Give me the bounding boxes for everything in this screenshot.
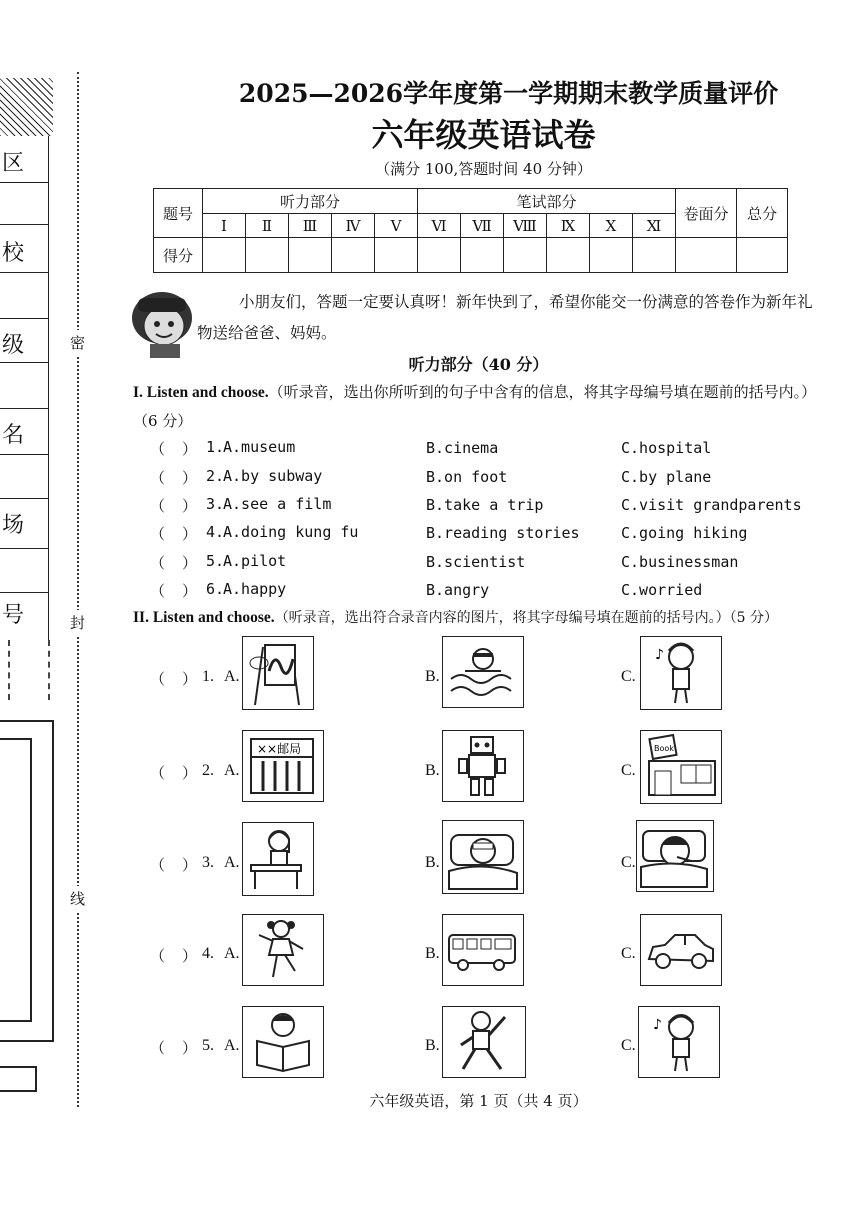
answer-paren-close: ） [182,947,198,965]
option-a-label: A. [224,945,240,962]
score-col-8: Ⅷ [504,214,547,238]
option-b: B.scientist [426,553,526,571]
binding-small-box [0,1066,37,1092]
answer-paren-open: （ [150,554,166,572]
score-table-question-label: 题号 [154,189,203,238]
girl-mascot-icon [128,290,198,358]
score-col-4: Ⅳ [332,214,375,238]
option-c-label: C. [621,668,636,685]
option-a: A.museum [223,438,296,456]
exam-title: 六年级英语试卷 [371,116,596,154]
score-col-5: Ⅴ [375,214,418,238]
item-number: 5. [202,1037,214,1054]
score-table-writing-label: 笔试部分 [418,189,676,214]
option-c-label: C. [621,945,636,962]
seal-dotted-line [77,72,79,1107]
listening-section-title: 听力部分（40 分） [408,355,549,374]
option-b-label: B. [425,945,440,962]
option-c: C.going hiking [621,524,748,542]
robot-icon[interactable] [442,730,524,802]
score-cell[interactable] [289,238,332,273]
score-col-11: Ⅺ [633,214,676,238]
strip-char-district: 区 [2,151,25,176]
item-number: 4. [206,523,225,541]
option-c-label: C. [621,1037,636,1054]
option-c: C.visit grandparents [621,496,802,514]
item-number: 1. [206,438,225,456]
boy-thermometer-icon[interactable] [636,820,714,892]
girl-dancing-icon[interactable] [242,914,324,986]
option-c: C.hospital [621,439,712,457]
option-b-label: B. [425,854,440,871]
score-table [153,188,788,273]
bookstore-icon[interactable] [640,730,722,804]
answer-paren-close: ） [182,856,198,874]
sick-in-bed-icon[interactable] [442,820,524,894]
option-b: B.cinema [426,439,499,457]
score-table-neatness-label: 卷面分 [676,189,737,238]
item-number: 4. [202,945,214,962]
strip-char-name: 名 [2,423,25,448]
part1-heading [133,378,823,435]
strip-char-class: 级 [2,333,25,358]
score-cell[interactable] [375,238,418,273]
answer-paren-close: ） [182,469,198,487]
score-cell[interactable] [418,238,461,273]
answer-paren-open: （ [150,582,166,600]
score-col-1: Ⅰ [203,214,246,238]
score-cell[interactable] [246,238,289,273]
singing-boy-icon[interactable] [640,636,722,710]
score-col-7: Ⅶ [461,214,504,238]
part2-heading [133,604,823,632]
option-b-label: B. [425,762,440,779]
answer-paren-open: （ [150,670,166,688]
option-b-label: B. [425,668,440,685]
option-a-label: A. [224,854,240,871]
strip-char-exam-room: 场 [2,513,25,538]
post-office-sign: ××邮局 [257,742,302,756]
exam-title-line1: 2025—2026学年度第一学期期末教学质量评价 [238,79,779,108]
answer-paren-open: （ [150,947,166,965]
painting-easel-icon[interactable] [242,636,314,710]
seal-frame-inner [0,738,32,1022]
score-cell[interactable] [590,238,633,273]
page-footer: 六年级英语，第 1 页（共 4 页） [369,1092,588,1110]
answer-paren-open: （ [150,764,166,782]
answer-paren-open: （ [150,525,166,543]
option-b: B.take a trip [426,496,544,514]
intro-text: 小朋友们，答题一定要认真呀！新年快到了，希望你能交一份满意的答卷作为新年礼物送给爸爸、妈妈。 [197,293,813,342]
seal-char-mi: 密 [70,330,85,355]
score-table-score-label: 得分 [154,238,203,273]
score-cell[interactable] [332,238,375,273]
part2-heading-en: II. Listen and choose. [133,609,275,626]
option-b: B.on foot [426,468,508,486]
score-table-listening-label: 听力部分 [203,189,418,214]
strip-char-school: 校 [2,241,25,266]
option-c: C.businessman [621,553,739,571]
svg-text:♪: ♪ [653,1017,662,1033]
singing-boy-icon[interactable] [638,1006,720,1078]
answer-paren-open: （ [150,856,166,874]
score-col-10: Ⅹ [590,214,633,238]
option-a-label: A. [224,668,240,685]
score-col-9: Ⅸ [547,214,590,238]
option-a: A.see a film [223,495,332,513]
strip-char-number: 号 [2,603,25,628]
score-cell[interactable] [547,238,590,273]
option-a-label: A. [224,762,240,779]
boy-reading-icon[interactable] [242,1006,324,1078]
answer-paren-open: （ [150,440,166,458]
option-b-label: B. [425,1037,440,1054]
answer-paren-open: （ [150,1039,166,1057]
score-cell[interactable] [203,238,246,273]
option-b: B.angry [426,581,490,599]
item-number: 5. [206,552,225,570]
post-office-icon[interactable] [242,730,324,802]
item-number: 6. [206,580,225,598]
girl-studying-icon[interactable] [242,822,314,896]
swimming-icon[interactable] [442,636,524,708]
part2-heading-cn: （听录音，选出符合录音内容的图片，将其字母编号填在题前的括号内。）（5 分） [274,610,779,626]
book-label: Book [654,744,674,753]
option-a-label: A. [224,1037,240,1054]
item-number: 3. [206,495,225,513]
item-number: 2. [206,467,225,485]
part1-heading-en: I. Listen and choose. [133,384,269,401]
option-a: A.doing kung fu [223,523,359,541]
option-a: A.by subway [223,467,323,485]
option-b: B.reading stories [426,524,580,542]
binding-dashes [8,640,50,700]
seal-char-xian: 线 [70,886,85,911]
option-c: C.by plane [621,468,712,486]
car-icon[interactable] [640,914,722,986]
answer-paren-open: （ [150,469,166,487]
binding-strip [0,136,49,646]
score-col-3: Ⅲ [289,214,332,238]
answer-paren-close: ） [182,525,198,543]
score-col-6: Ⅵ [418,214,461,238]
answer-paren-close: ） [182,1039,198,1057]
option-c-label: C. [621,854,636,871]
score-cell[interactable] [676,238,737,273]
item-number: 3. [202,854,214,871]
score-cell[interactable] [737,238,788,273]
score-cell[interactable] [633,238,676,273]
kung-fu-icon[interactable] [442,1006,526,1078]
score-cell[interactable] [504,238,547,273]
item-number: 1. [202,668,214,685]
part1-heading-cn: （听录音，选出你所听到的句子中含有的信息，将其字母编号填在题前的括号内。）（6 分） [133,383,817,430]
score-table-total-label: 总分 [737,189,788,238]
option-c: C.worried [621,581,703,599]
option-c-label: C. [621,762,636,779]
score-cell[interactable] [461,238,504,273]
score-col-2: Ⅱ [246,214,289,238]
answer-paren-close: ） [182,582,198,600]
answer-paren-close: ） [182,497,198,515]
bus-icon[interactable] [442,914,524,986]
option-a: A.pilot [223,552,287,570]
seal-char-feng: 封 [70,610,85,635]
option-a: A.happy [223,580,287,598]
svg-text:♪: ♪ [655,647,664,663]
answer-paren-close: ） [182,670,198,688]
exam-subtitle: （满分 100,答题时间 40 分钟） [375,160,592,178]
answer-paren-close: ） [182,554,198,572]
answer-paren-open: （ [150,497,166,515]
answer-paren-close: ） [182,764,198,782]
answer-paren-close: ） [182,440,198,458]
item-number: 2. [202,762,214,779]
